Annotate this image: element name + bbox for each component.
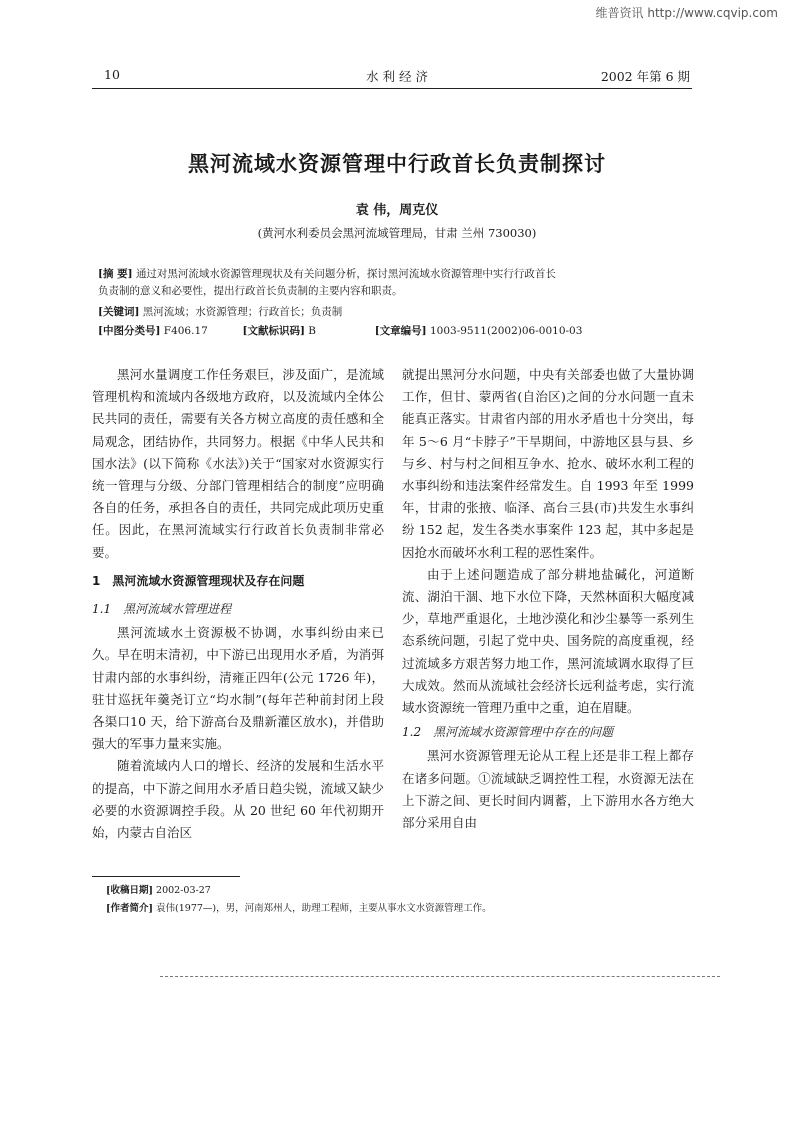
author-list: 袁 伟，周克仪: [355, 203, 439, 218]
keywords: [98, 304, 698, 321]
journal-name: 水 利 经 济: [366, 69, 428, 84]
received-date: 2002-03-27: [156, 885, 211, 896]
keywords-text: 黑河流域；水资源管理；行政首长；负责制: [142, 306, 343, 318]
abstract-text-1: 通过对黑河流域水资源管理现状及有关问题分析，探讨黑河流域水资源管理中实行行政首长: [135, 268, 556, 280]
article-number-value: 1003-9511(2002)06-0010-03: [429, 325, 583, 337]
left-column: [92, 364, 384, 844]
footnote-received: [106, 882, 706, 899]
paragraph: 黑河流域水土资源极不协调，水事纠纷由来已久。早在明末清初，中下游已出现用水矛盾，为消弭甘肃内部的水事纠纷，清雍正四年(公元 1726 年)，驻甘巡抚年羹尧订立“均水制”(每年芒种前封闭上段各渠口10 天，给下游高台及鼎新灌区放水)，并借助强大的军事力量来实施。: [92, 625, 384, 752]
abstract-line-1: [98, 266, 698, 283]
doc-code-label: [文献标识码]: [242, 325, 305, 337]
article-title: 黑河流域水资源管理中行政首长负责制探讨: [188, 152, 606, 176]
issue-label: 2002 年第 6 期: [600, 69, 690, 84]
abstract-label: [摘 要]: [98, 268, 133, 280]
abstract: [98, 266, 698, 300]
subsection-heading-1-2: 1.2 黑河流域水资源管理中存在的问题: [402, 725, 614, 740]
author-bio: 袁伟(1977—)，男，河南郑州人，助理工程师，主要从事水文水资源管理工作。: [156, 903, 492, 914]
page-number: 10: [104, 67, 120, 82]
abstract-text-2: 负责制的意义和必要性，提出行政首长负责制的主要内容和职责。: [98, 285, 403, 297]
clc-value: F406.17: [163, 325, 208, 337]
header-rule: [92, 88, 692, 89]
footnote-rule: [92, 876, 240, 877]
received-label: [收稿日期]: [106, 885, 153, 896]
keywords-label: [关键词]: [98, 306, 140, 318]
right-column: [402, 364, 694, 834]
paragraph: 由于上述问题造成了部分耕地盐碱化，河道断流、湖泊干涸、地下水位下降，天然林面积大幅度减少，草地严重退化，土地沙漠化和沙尘暴等一系列生态系统问题，引起了党中央、国务院的高度重视，经过流域多方艰苦努力地工作，黑河流域调水取得了巨大成效。然而从流域社会经济长远利益考虑，实行流域水资源统一管理乃重中之重，迫在眉睫。: [402, 566, 694, 716]
affiliation: (黄河水利委员会黑河流域管理局，甘肃 兰州 730030): [257, 226, 537, 240]
footnote-author: [106, 900, 706, 917]
section-heading-1: 1 黑河流域水资源管理现状及存在问题: [92, 573, 305, 588]
page-bottom-rule: [160, 976, 720, 977]
author-bio-label: [作者简介]: [106, 903, 153, 914]
paragraph: 黑河水资源管理无论从工程上还是非工程上都存在诸多问题。①流域缺乏调控性工程，水资源无法在上下游之间、更长时间内调蓄，上下游用水各方绝大部分采用自由: [402, 748, 694, 831]
paragraph: 随着流域内人口的增长、经济的发展和生活水平的提高，中下游之间用水矛盾日趋尖锐，流域又缺少必要的水资源调控手段。从 20 世纪 60 年代初期开始，内蒙古自治区: [92, 758, 384, 841]
subsection-heading-1-1: 1.1 黑河流域水管理进程: [92, 602, 232, 617]
paragraph: 就提出黑河分水问题，中央有关部委也做了大量协调工作，但甘、蒙两省(自治区)之间的分水问题一直未能真正落实。甘肃省内部的用水矛盾也十分突出，每年 5～6 月“卡脖子”干旱期间，中游地区县与县、乡与乡、村与村之间相互争水、抢水、破坏水利工程的水事纠纷和违法案件经常发生。自 1993 年至 1999年，甘肃的张掖、临泽、高台三县(市)共发生水事纠纷 152 起，发生各类水事案件 123 起，其中多起是因抢水而破坏水利工程的恶性案件。: [402, 367, 694, 560]
clc-label: [中图分类号]: [98, 325, 161, 337]
doc-code-value: B: [308, 325, 316, 337]
classification-line: [98, 323, 698, 340]
paragraph: 黑河水量调度工作任务艰巨，涉及面广，是流域管理机构和流域内各级地方政府，以及流域内全体公民共同的责任，需要有关各方树立高度的责任感和全局观念，团结协作，共同努力。根据《中华人民共和国水法》(以下简称《水法》)关于“国家对水资源实行统一管理与分级、分部门管理相结合的制度”应明确各自的任务，承担各自的责任，共同完成此项历史重任。因此，在黑河流域实行行政首长负责制非常必要。: [92, 367, 384, 560]
watermark: 维普资讯 http://www.cqvip.com: [595, 6, 778, 20]
article-number-label: [文章编号]: [374, 325, 427, 337]
